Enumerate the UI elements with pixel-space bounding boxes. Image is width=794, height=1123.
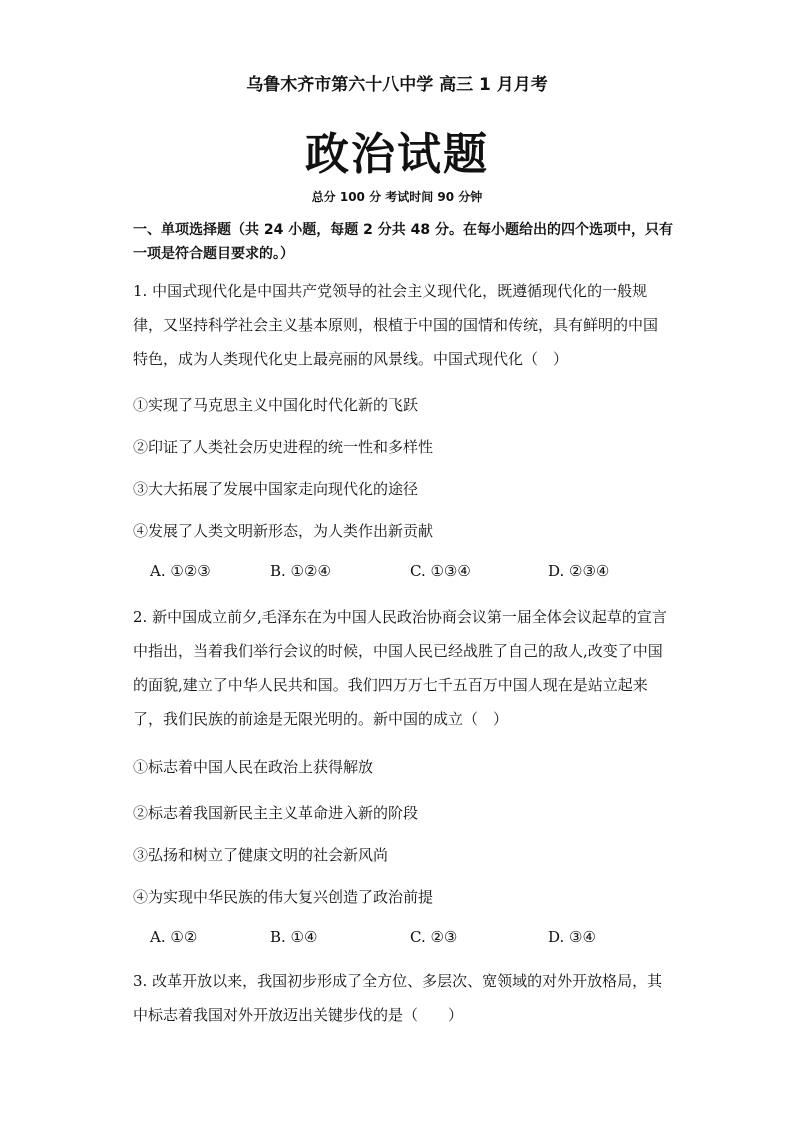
option-item: ②标志着我国新民主主义革命进入新的阶段 [133, 804, 419, 822]
school-header: 乌鲁木齐市第六十八中学 高三 1 月月考 [246, 75, 548, 95]
option-item: ①实现了马克思主义中国化时代化新的飞跃 [133, 396, 419, 414]
option-item: ③大大拓展了发展中国家走向现代化的途径 [133, 480, 419, 498]
option-item: ②印证了人类社会历史进程的统一性和多样性 [133, 438, 434, 456]
choice-c: C. ①③④ [410, 562, 471, 580]
choice-a: A. ①② [150, 928, 198, 946]
exam-title: 政治试题 [305, 129, 489, 180]
choice-c: C. ②③ [410, 928, 458, 946]
choice-d: D. ②③④ [548, 562, 610, 580]
question-stem: 1. 中国式现代化是中国共产党领导的社会主义现代化，既遵循现代化的一般规律，又坚持科学社会主义基本原则，根植于中国的国情和传统，具有鲜明的中国特色，成为人类现代化史上最亮丽的风景线。中国式现代化（ ） [133, 282, 659, 368]
option-item: ①标志着中国人民在政治上获得解放 [133, 758, 374, 776]
choice-a: A. ①②③ [150, 562, 211, 580]
option-item: ④发展了人类文明新形态，为人类作出新贡献 [133, 522, 434, 540]
choice-b: B. ①④ [270, 928, 318, 946]
question-stem: 3. 改革开放以来，我国初步形成了全方位、多层次、宽领域的对外开放格局，其中标志着我国对外开放迈出关键步伐的是（ ） [133, 972, 663, 1024]
question-1 [133, 274, 668, 376]
question-stem: 2. 新中国成立前夕,毛泽东在为中国人民政治协商会议第一届全体会议起草的宣言中指出，当着我们举行会议的时候，中国人民已经战胜了自己的敌人,改变了中国的面貌,建立了中华人民共和国。我们四万万七千五百万中国人现在是站立起来了，我们民族的前途是无限光明的。新中国的成立（ ） [133, 608, 667, 728]
exam-info: 总分 100 分 考试时间 90 分钟 [311, 190, 483, 204]
question-3 [133, 964, 668, 1032]
option-item: ③弘扬和树立了健康文明的社会新风尚 [133, 846, 389, 864]
section-heading: 一、单项选择题（共 24 小题，每题 2 分共 48 分。在每小题给出的四个选项中，只有一项是符合题目要求的。） [133, 222, 673, 262]
option-item: ④为实现中华民族的伟大复兴创造了政治前提 [133, 888, 434, 906]
choice-b: B. ①②④ [270, 562, 331, 580]
choice-d: D. ③④ [548, 928, 596, 946]
question-2 [133, 600, 668, 736]
